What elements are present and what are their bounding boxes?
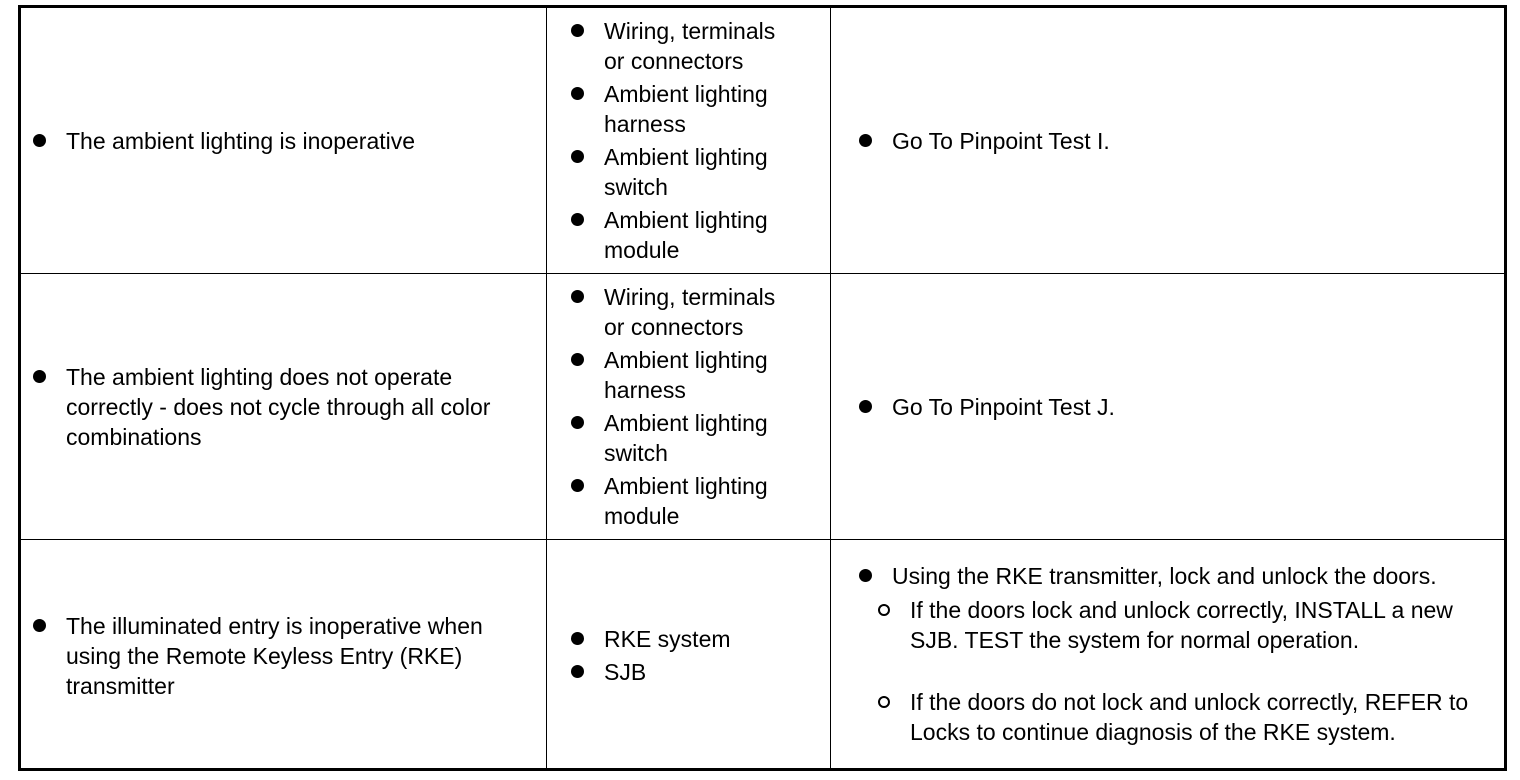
table-row xyxy=(21,8,1504,274)
action-cell xyxy=(831,8,1504,273)
sub-action-item: If the doors do not lock and unlock correctly, REFER to Locks to continue diagnosis of the RKE system. xyxy=(859,687,1489,747)
source-item: Wiring, terminals or connectors xyxy=(571,16,801,76)
source-item: SJB xyxy=(571,657,801,687)
condition-text: The illuminated entry is inoperative when using the Remote Keyless Entry (RKE) transmitter xyxy=(33,611,513,701)
source-item: Ambient lighting module xyxy=(571,471,801,531)
condition-cell xyxy=(21,540,547,771)
source-cell xyxy=(547,540,831,771)
symptom-chart-table xyxy=(18,5,1507,771)
sub-action-list xyxy=(859,595,1489,747)
action-cell xyxy=(831,274,1504,539)
table-row xyxy=(21,274,1504,540)
source-item: Ambient lighting harness xyxy=(571,345,801,405)
source-item: Ambient lighting harness xyxy=(571,79,801,139)
action-text: Go To Pinpoint Test J. xyxy=(859,392,1115,422)
table-row xyxy=(21,540,1504,771)
condition-cell xyxy=(21,274,547,539)
action-cell xyxy=(831,540,1504,771)
source-item: RKE system xyxy=(571,624,801,654)
action-text: Go To Pinpoint Test I. xyxy=(859,126,1110,156)
condition-text: The ambient lighting does not operate correctly - does not cycle through all color combinations xyxy=(33,362,513,452)
source-item: Ambient lighting module xyxy=(571,205,801,265)
source-cell xyxy=(547,8,831,273)
source-item: Ambient lighting switch xyxy=(571,408,801,468)
source-cell xyxy=(547,274,831,539)
condition-text: The ambient lighting is inoperative xyxy=(33,126,503,156)
source-item: Ambient lighting switch xyxy=(571,142,801,202)
action-text: Using the RKE transmitter, lock and unlock the doors. xyxy=(859,561,1489,591)
condition-cell xyxy=(21,8,547,273)
source-item: Wiring, terminals or connectors xyxy=(571,282,801,342)
sub-action-item: If the doors lock and unlock correctly, INSTALL a new SJB. TEST the system for normal operation. xyxy=(859,595,1489,655)
